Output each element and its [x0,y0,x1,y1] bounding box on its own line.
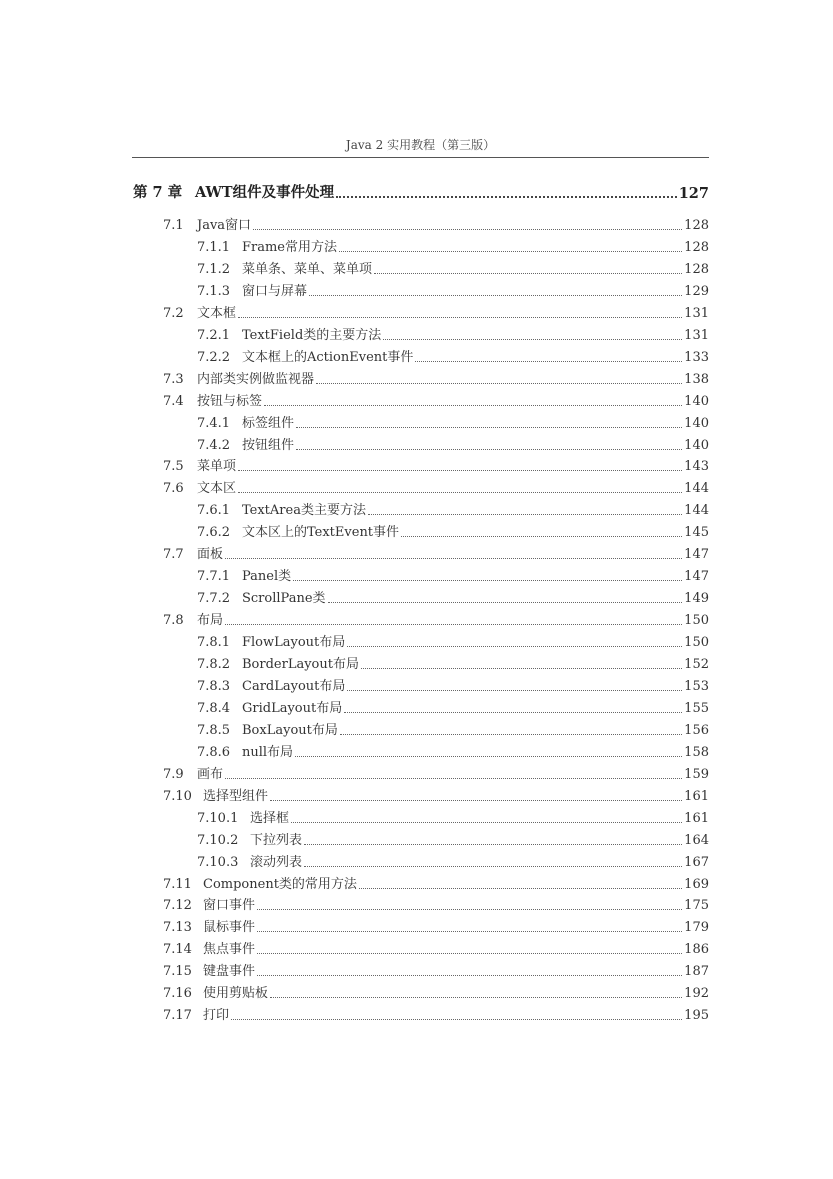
toc-section-entry [0,608,709,630]
dot-leader [296,427,682,428]
toc-entry-number: 7.10.1 [197,810,239,826]
toc-entry-title: 焦点事件 [203,942,256,958]
dot-leader [415,361,682,362]
toc-entry-title: Frame常用方法 [242,239,338,255]
toc-entry-number: 7.9 [163,766,184,782]
toc-entry-number: 7.5 [163,459,184,475]
toc-entry-page-number: 131 [684,305,709,321]
toc-subsection-entry [0,235,709,257]
toc-entry-page-number: 161 [684,810,709,826]
toc-entry-number: 7.8.4 [197,700,231,716]
toc-entry-number: 7.8 [163,613,184,629]
toc-entry-page-number: 164 [684,832,709,848]
dot-leader [368,514,682,515]
toc-subsection-entry [0,257,709,279]
toc-entry-number: 7.6.1 [197,503,231,519]
dot-leader [336,196,677,198]
dot-leader [361,668,682,669]
toc-entry-title: ScrollPane类 [242,591,326,607]
toc-entry-title: BoxLayout布局 [242,722,338,738]
toc-entry-number: 7.6.2 [197,525,231,541]
toc-entry-number: 7.2.2 [197,349,231,365]
dot-leader [359,888,682,889]
dot-leader [374,273,682,274]
toc-entry-number: 7.10.3 [197,854,239,870]
toc-subsection-entry [0,433,709,455]
toc-entry-number: 7.1.1 [197,239,231,255]
toc-subsection-entry [0,279,709,301]
toc-entry-page-number: 131 [684,327,709,343]
toc-entry-page-number: 150 [684,635,709,651]
toc-entry-page-number: 129 [684,283,709,299]
toc-entry-number: 7.1.3 [197,283,231,299]
toc-entry-page-number: 138 [684,371,709,387]
toc-subsection-entry [0,323,709,345]
dot-leader [347,690,682,691]
toc-chapter-entry [0,180,709,204]
toc-entry-title: Java窗口 [197,218,252,233]
toc-entry-number: 7.6 [163,481,184,497]
toc-entry-page-number: 152 [684,657,709,672]
toc-entry-number: 7.4.2 [197,437,231,453]
toc-section-entry [0,454,709,476]
dot-leader [253,229,682,230]
dot-leader [304,844,682,845]
toc-entry-number: 7.2 [163,305,184,321]
toc-entry-title: CardLayout布局 [242,678,346,694]
toc-entry-title: 鼠标事件 [203,920,256,936]
toc-section-entry [0,981,709,1003]
toc-section-entry [0,762,709,784]
toc-subsection-entry [0,850,709,872]
toc-entry-title: 按钮组件 [242,437,295,453]
toc-entry-number: 7.8.6 [197,744,231,760]
toc-section-entry [0,893,709,915]
toc-entry-title: TextArea类主要方法 [242,503,366,519]
dot-leader [225,558,682,559]
dot-leader [296,449,682,450]
toc-entry-page-number: 140 [684,437,709,453]
toc-subsection-entry [0,630,709,652]
toc-entry-page-number: 145 [684,525,709,541]
toc-entry-number: 7.8.5 [197,722,231,738]
toc-entry-page-number: 192 [684,986,709,1002]
toc-entry-number: 7.11 [163,876,192,892]
dot-leader [257,931,682,932]
toc-entry-page-number: 167 [684,854,709,870]
toc-entry-title: TextField类的主要方法 [242,327,382,343]
dot-leader [257,975,682,976]
toc-entry-number: 7.8.2 [197,657,231,672]
toc-subsection-entry [0,740,709,762]
dot-leader [264,405,682,406]
toc-subsection-entry [0,674,709,696]
toc-section-entry [0,301,709,323]
toc-entry-title: 画布 [197,766,224,782]
toc-entry-title: 下拉列表 [250,832,303,848]
toc-entry-title: 按钮与标签 [197,393,263,409]
toc-entry-title: null布局 [242,744,294,760]
toc-entry-number: 7.17 [163,1008,192,1024]
toc-entry-page-number: 169 [684,876,709,892]
dot-leader [344,712,682,713]
toc-section-entry [0,476,709,498]
toc-section-entry [0,367,709,389]
dot-leader [238,317,682,318]
toc-section-entry [0,784,709,806]
toc-entry-title: 布局 [197,613,224,629]
toc-subsection-entry [0,586,709,608]
toc-section-entry [0,937,709,959]
toc-entry-page-number: 159 [684,766,709,782]
running-header: Java 2 实用教程（第三版） [345,138,496,152]
toc-entry-page-number: 133 [684,349,709,365]
toc-entry-title: AWT组件及事件处理 [195,184,335,201]
toc-entry-number: 7.1 [163,218,184,233]
toc-entry-title: 文本框 [197,305,237,321]
toc-entry-title: 面板 [197,547,224,563]
toc-entry-title: 窗口与屏幕 [242,283,308,299]
dot-leader [309,295,682,296]
toc-entry-title: 选择型组件 [203,788,269,804]
toc-entry-title: GridLayout布局 [242,700,343,716]
toc-subsection-entry [0,828,709,850]
dot-leader [340,734,682,735]
toc-entry-number: 第 7 章 [133,184,183,201]
toc-entry-page-number: 155 [684,700,709,716]
toc-subsection-entry [0,696,709,718]
toc-entry-title: 窗口事件 [203,898,256,914]
toc-entry-number: 7.15 [163,964,192,980]
dot-leader [328,602,683,603]
toc-subsection-entry [0,652,709,674]
dot-leader [270,997,682,998]
dot-leader [231,1019,682,1020]
toc-entry-page-number: 175 [684,898,709,914]
toc-entry-page-number: 147 [684,547,709,563]
toc-entry-page-number: 156 [684,722,709,738]
toc-section-entry [0,959,709,981]
toc-entry-page-number: 128 [684,218,709,233]
toc-entry-page-number: 158 [684,744,709,760]
toc-subsection-entry [0,564,709,586]
toc-entry-number: 7.12 [163,898,192,914]
toc-entry-number: 7.2.1 [197,327,231,343]
dot-leader [293,580,682,581]
toc-entry-title: Panel类 [242,569,292,585]
toc-subsection-entry [0,498,709,520]
toc-entry-page-number: 140 [684,393,709,409]
toc-entry-title: 键盘事件 [203,964,256,980]
toc-entry-number: 7.10 [163,788,192,804]
toc-entry-title: 内部类实例做监视器 [197,371,315,387]
toc-subsection-entry [0,806,709,828]
toc-entry-number: 7.10.2 [197,832,239,848]
toc-entry-title: 文本框上的ActionEvent事件 [242,349,414,365]
toc-entry-page-number: 195 [684,1008,709,1024]
toc-entry-title: 选择框 [250,810,290,826]
dot-leader [339,251,682,252]
toc-entry-number: 7.7.2 [197,591,231,607]
toc-entry-page-number: 147 [684,569,709,585]
toc-entry-number: 7.4.1 [197,415,231,431]
toc-entry-page-number: 149 [684,591,709,607]
toc-entry-page-number: 128 [684,239,709,255]
toc-entry-title: 文本区上的TextEvent事件 [242,525,400,541]
dot-leader [401,536,682,537]
toc-section-entry [0,542,709,564]
dot-leader [291,822,682,823]
toc-section-entry [0,389,709,411]
toc-entry-page-number: 187 [684,964,709,980]
dot-leader [225,778,682,779]
toc-section-entry [0,213,709,235]
toc-subsection-entry [0,718,709,740]
toc-entry-number: 7.3 [163,371,184,387]
toc-entry-title: 菜单项 [197,459,237,475]
toc-section-entry [0,872,709,894]
dot-leader [295,756,682,757]
toc-entry-page-number: 143 [684,459,709,475]
toc-entry-title: BorderLayout布局 [242,657,359,672]
toc-entry-number: 7.7.1 [197,569,231,585]
dot-leader [238,470,682,471]
toc-entry-number: 7.13 [163,920,192,936]
toc-entry-number: 7.8.1 [197,635,231,651]
toc-entry-page-number: 186 [684,942,709,958]
dot-leader [383,339,682,340]
dot-leader [257,953,682,954]
toc-section-entry [0,1003,709,1025]
toc-entry-page-number: 128 [684,261,709,277]
toc-subsection-entry [0,411,709,433]
dot-leader [225,624,682,625]
toc-subsection-entry [0,345,709,367]
toc-entry-title: 使用剪贴板 [203,986,269,1002]
dot-leader [347,646,682,647]
toc-entry-number: 7.7 [163,547,184,563]
toc-entry-page-number: 153 [684,678,709,694]
toc-entry-title: 文本区 [197,481,237,497]
toc-entry-page-number: 150 [684,613,709,629]
dot-leader [270,800,682,801]
dot-leader [257,909,682,910]
toc-entry-number: 7.4 [163,393,184,409]
toc-entry-number: 7.8.3 [197,678,231,694]
toc-entry-number: 7.14 [163,942,192,958]
toc-section-entry [0,915,709,937]
toc-entry-title: Component类的常用方法 [203,876,357,892]
toc-entry-page-number: 140 [684,415,709,431]
toc-subsection-entry [0,520,709,542]
toc-entry-title: 标签组件 [242,415,295,431]
dot-leader [316,383,682,384]
toc-entry-page-number: 144 [684,503,709,519]
toc-entry-title: FlowLayout布局 [242,635,346,651]
toc-entry-title: 滚动列表 [250,854,303,870]
toc-entry-title: 菜单条、菜单、菜单项 [242,261,373,277]
toc-entry-number: 7.16 [163,986,192,1002]
toc-entry-number: 7.1.2 [197,261,231,277]
toc-entry-title: 打印 [203,1008,230,1024]
toc-entry-page-number: 179 [684,920,709,936]
toc-entry-page-number: 161 [684,788,709,804]
dot-leader [238,492,682,493]
toc-entry-page-number: 144 [684,481,709,497]
dot-leader [304,866,682,867]
toc-entry-page-number: 127 [678,185,709,202]
